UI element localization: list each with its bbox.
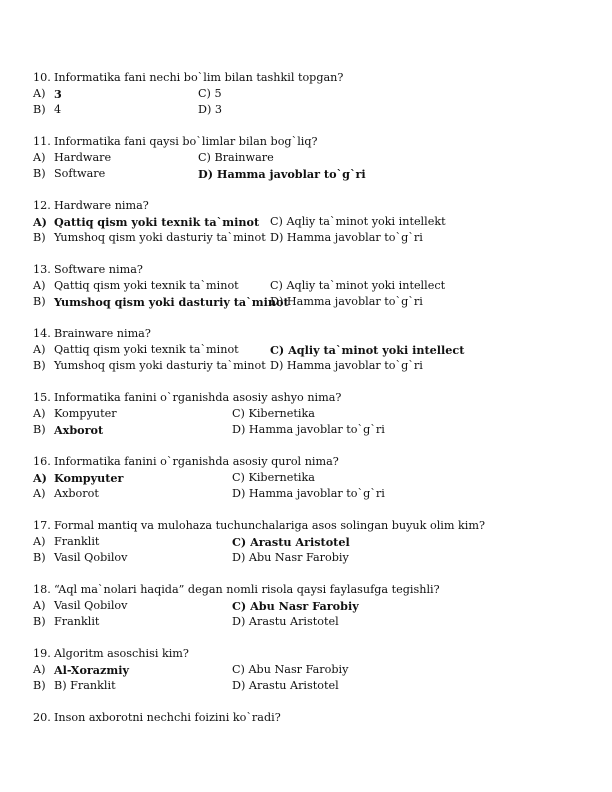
- option-c: C) Kibernetika: [232, 471, 315, 484]
- question-stem: [33, 198, 593, 214]
- answer-row: [33, 662, 593, 678]
- question-number: 12.: [33, 199, 51, 212]
- option-b: B) Franklit: [54, 679, 116, 692]
- question-stem: [33, 134, 593, 150]
- question-11: [33, 134, 593, 182]
- option-b-correct: Axborot: [54, 423, 104, 437]
- answer-row: [33, 422, 593, 438]
- option-letter: B): [33, 551, 46, 564]
- question-text: Algoritm asoschisi kim?: [54, 647, 189, 660]
- question-text: Informatika fanini o`rganishda asosiy qurol nima?: [54, 455, 339, 468]
- option-letter: A): [33, 535, 46, 548]
- option-b: 4: [54, 103, 62, 116]
- answer-row: [33, 470, 593, 486]
- question-text: Software nima?: [54, 263, 143, 276]
- question-text: Informatika fani nechi bo`lim bilan tashkil topgan?: [54, 71, 344, 84]
- question-text: Hardware nima?: [54, 199, 149, 212]
- option-d: D) Hamma javoblar to`g`ri: [270, 231, 423, 244]
- option-b: Yumshoq qism yoki dasturiy ta`minot: [54, 359, 266, 372]
- option-letter: A): [33, 663, 46, 676]
- option-letter: A): [33, 343, 46, 356]
- question-stem: [33, 390, 593, 406]
- option-b: Software: [54, 167, 106, 180]
- question-number: 16.: [33, 455, 51, 468]
- option-letter: B): [33, 295, 46, 308]
- question-stem: [33, 262, 593, 278]
- question-text: “Aql ma`nolari haqida” degan nomli risola qaysi faylasufga tegishli?: [54, 583, 440, 596]
- option-b: Franklit: [54, 615, 100, 628]
- option-a-correct: 3: [54, 87, 62, 101]
- answer-row: [33, 230, 593, 246]
- answer-row: [33, 278, 593, 294]
- option-letter: B): [33, 167, 46, 180]
- question-text: Informatika fani qaysi bo`limlar bilan bog`liq?: [54, 135, 318, 148]
- option-a: Kompyuter: [54, 407, 117, 420]
- option-a: Hardware: [54, 151, 112, 164]
- answer-row: [33, 86, 593, 102]
- option-letter: B): [33, 423, 46, 436]
- option-d: D) Abu Nasr Farobiy: [232, 551, 349, 564]
- question-stem: [33, 710, 593, 726]
- question-12: [33, 198, 593, 246]
- question-stem: [33, 326, 593, 342]
- question-number: 19.: [33, 647, 51, 660]
- option-d: D) Arastu Aristotel: [232, 615, 339, 628]
- option-d: D) Hamma javoblar to`g`ri: [270, 295, 423, 308]
- question-18: [33, 582, 593, 630]
- answer-row: [33, 614, 593, 630]
- option-c: C) Abu Nasr Farobiy: [232, 663, 349, 676]
- question-text: Informatika fanini o`rganishda asosiy ashyo nima?: [54, 391, 342, 404]
- question-number: 20.: [33, 711, 51, 724]
- answer-row: [33, 150, 593, 166]
- option-letter: B): [33, 615, 46, 628]
- answer-row: [33, 534, 593, 550]
- option-d: D) Hamma javoblar to`g`ri: [232, 487, 385, 500]
- option-d: D) 3: [198, 103, 223, 116]
- option-c: C) Aqliy ta`minot yoki intellect: [270, 279, 446, 292]
- option-a: Vasil Qobilov: [54, 599, 128, 612]
- option-a: Franklit: [54, 535, 100, 548]
- question-stem: [33, 70, 593, 86]
- option-letter: A): [33, 471, 47, 485]
- option-c: C) Aqliy ta`minot yoki intellekt: [270, 215, 446, 228]
- question-stem: [33, 646, 593, 662]
- question-number: 17.: [33, 519, 51, 532]
- option-letter: B): [33, 231, 46, 244]
- question-10: [33, 70, 593, 118]
- question-number: 14.: [33, 327, 51, 340]
- question-number: 13.: [33, 263, 51, 276]
- option-letter: B): [33, 679, 46, 692]
- option-a: Qattiq qism yoki texnik ta`minot: [54, 279, 239, 292]
- question-text: Brainware nima?: [54, 327, 151, 340]
- option-a-correct: Al-Xorazmiy: [54, 663, 129, 677]
- answer-row: [33, 342, 593, 358]
- option-c: C) Kibernetika: [232, 407, 315, 420]
- option-c-correct: C) Aqliy ta`minot yoki intellect: [270, 343, 465, 357]
- option-letter: A): [33, 279, 46, 292]
- answer-row: [33, 166, 593, 182]
- answer-row: [33, 678, 593, 694]
- question-19: [33, 646, 593, 694]
- question-stem: [33, 518, 593, 534]
- option-letter: B): [33, 103, 46, 116]
- question-stem: [33, 582, 593, 598]
- question-13: [33, 262, 593, 310]
- answer-row: [33, 358, 593, 374]
- option-c-correct: C) Arastu Aristotel: [232, 535, 350, 549]
- option-c: C) 5: [198, 87, 222, 100]
- option-a-correct: Qattiq qism yoki texnik ta`minot: [54, 215, 260, 229]
- question-16: [33, 454, 593, 502]
- option-d-correct: D) Hamma javoblar to`g`ri: [198, 167, 366, 181]
- question-number: 10.: [33, 71, 51, 84]
- answer-row: [33, 550, 593, 566]
- question-number: 18.: [33, 583, 51, 596]
- option-letter: A): [33, 151, 46, 164]
- answer-row: [33, 294, 593, 310]
- answer-row: [33, 406, 593, 422]
- option-c: C) Brainware: [198, 151, 274, 164]
- answer-row: [33, 598, 593, 614]
- document-page: [33, 70, 593, 742]
- question-stem: [33, 454, 593, 470]
- answer-row: [33, 486, 593, 502]
- question-number: 15.: [33, 391, 51, 404]
- option-letter: A): [33, 407, 46, 420]
- question-17: [33, 518, 593, 566]
- option-letter: A): [33, 87, 46, 100]
- option-letter: A): [33, 487, 46, 500]
- answer-row: [33, 102, 593, 118]
- option-letter: A): [33, 599, 46, 612]
- question-14: [33, 326, 593, 374]
- option-d: D) Hamma javoblar to`g`ri: [270, 359, 423, 372]
- option-b: Vasil Qobilov: [54, 551, 128, 564]
- question-number: 11.: [33, 135, 51, 148]
- option-c-correct: C) Abu Nasr Farobiy: [232, 599, 359, 613]
- option-letter: B): [33, 359, 46, 372]
- question-text: Formal mantiq va mulohaza tuchunchalariga asos solingan buyuk olim kim?: [54, 519, 485, 532]
- answer-row: [33, 214, 593, 230]
- option-b: Yumshoq qism yoki dasturiy ta`minot: [54, 231, 266, 244]
- question-15: [33, 390, 593, 438]
- option-a-correct: Kompyuter: [54, 471, 124, 485]
- question-20: [33, 710, 593, 726]
- option-d: D) Hamma javoblar to`g`ri: [232, 423, 385, 436]
- option-b: Axborot: [54, 487, 99, 500]
- option-letter: A): [33, 215, 47, 229]
- option-a: Qattiq qism yoki texnik ta`minot: [54, 343, 239, 356]
- option-b-correct: Yumshoq qism yoki dasturiy ta`minot: [54, 295, 289, 309]
- question-text: Inson axborotni nechchi foizini ko`radi?: [54, 711, 281, 724]
- option-d: D) Arastu Aristotel: [232, 679, 339, 692]
